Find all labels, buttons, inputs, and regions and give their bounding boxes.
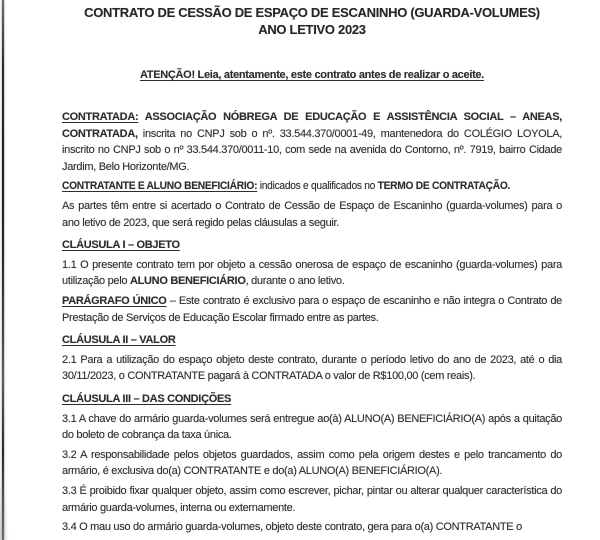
contratante-termo: TERMO DE CONTRATAÇÃO. <box>377 180 511 193</box>
clause-1-heading: CLÁUSULA I – OBJETO <box>62 239 180 252</box>
contratante-label: CONTRATANTE E ALUNO BENEFICIÁRIO: <box>62 180 258 193</box>
clause-3-heading: CLÁUSULA III – DAS CONDIÇÕES <box>62 393 232 406</box>
contract-page <box>62 0 562 538</box>
intro-paragraph: As partes têm entre si acertado o Contrato de Cessão de Espaço de Escaninho (guarda-volumes) para o ano letivo de 2023, que será regido pelas cláusulas a seguir. <box>62 199 562 229</box>
item-3-2-paragraph: 3.2 A responsabilidade pelos objetos guardados, assim como pela origem destes e pelo trancamento do armário, é exclusiva do(a) CONTRATANTE e do(a) ALUNO(A) BENEFICIÁRIO(A). <box>62 448 562 478</box>
scan-smudge-artifact <box>0 470 9 540</box>
attention-notice: ATENÇÃO! Leia, atentamente, este contrato antes de realizar o aceite. <box>139 69 485 81</box>
clause-2-heading: CLÁUSULA II – VALOR <box>62 334 176 347</box>
paragrafo-unico-paragraph <box>62 293 562 327</box>
title-line-2: ANO LETIVO 2023 <box>258 22 366 37</box>
item-3-3-paragraph: 3.3 É proibido fixar qualquer objeto, assim como escrever, pichar, pintar ou alterar qualquer característica do armário guarda-volumes, interna ou externamente. <box>62 484 562 514</box>
item-2-1-paragraph: 2.1 Para a utilização do espaço objeto deste contrato, durante o período letivo do ano de 2023, até o dia 30/11/2023, o CONTRATANTE pagará à CONTRATADA o valor de R$100,00 (cem reais). <box>62 353 562 383</box>
document-title <box>62 4 562 38</box>
contratada-details: inscrita no CNPJ sob o nº. 33.544.370/0001-49, mantenedora do COLÉGIO LOYOLA, inscrito no CNPJ sob o nº 33.544.370/0011-10, com sede na avenida do Contorno, nº. 7919, bairro Cidade Jardim, Belo Horizonte/MG. <box>62 127 562 174</box>
item-1-1-pre: 1.1 O presente contrato tem por objeto a cessão onerosa de espaço de escaninho (guarda-volumes) para utilização pelo <box>62 258 562 288</box>
item-3-1-paragraph: 3.1 A chave do armário guarda-volumes será entregue ao(à) ALUNO(A) BENEFICIÁRIO(A) após a quitação do boleto de cobrança da taxa única. <box>62 412 562 442</box>
item-1-1-bold: ALUNO BENEFICIÁRIO <box>129 275 246 288</box>
contratante-paragraph <box>62 178 562 195</box>
contratada-paragraph <box>62 109 562 176</box>
contratante-middle: indicados e qualificados no <box>257 180 378 193</box>
contratada-name: ASSOCIAÇÃO NÓBREGA DE EDUCAÇÃO E ASSISTÊNCIA SOCIAL – ANEAS, CONTRATADA, <box>62 110 562 140</box>
paragrafo-unico-label: PARÁGRAFO ÚNICO <box>62 294 167 307</box>
item-1-1-paragraph <box>62 257 562 291</box>
item-3-4-paragraph: 3.4 O mau uso do armário guarda-volumes, objeto deste contrato, gera para o(a) CONTRATANTE o <box>62 520 522 533</box>
contratada-label: CONTRATADA: <box>62 110 139 123</box>
paragrafo-unico-text: – Este contrato é exclusivo para o espaço de escaninho e não integra o Contrato de Prestação de Serviços de Educação Escolar firmado entre as partes. <box>62 294 562 324</box>
item-1-1-post: , durante o ano letivo. <box>245 275 345 288</box>
title-line-1: CONTRATO DE CESSÃO DE ESPAÇO DE ESCANINHO (GUARDA-VOLUMES) <box>84 5 540 20</box>
scan-edge-artifact <box>2 0 4 540</box>
